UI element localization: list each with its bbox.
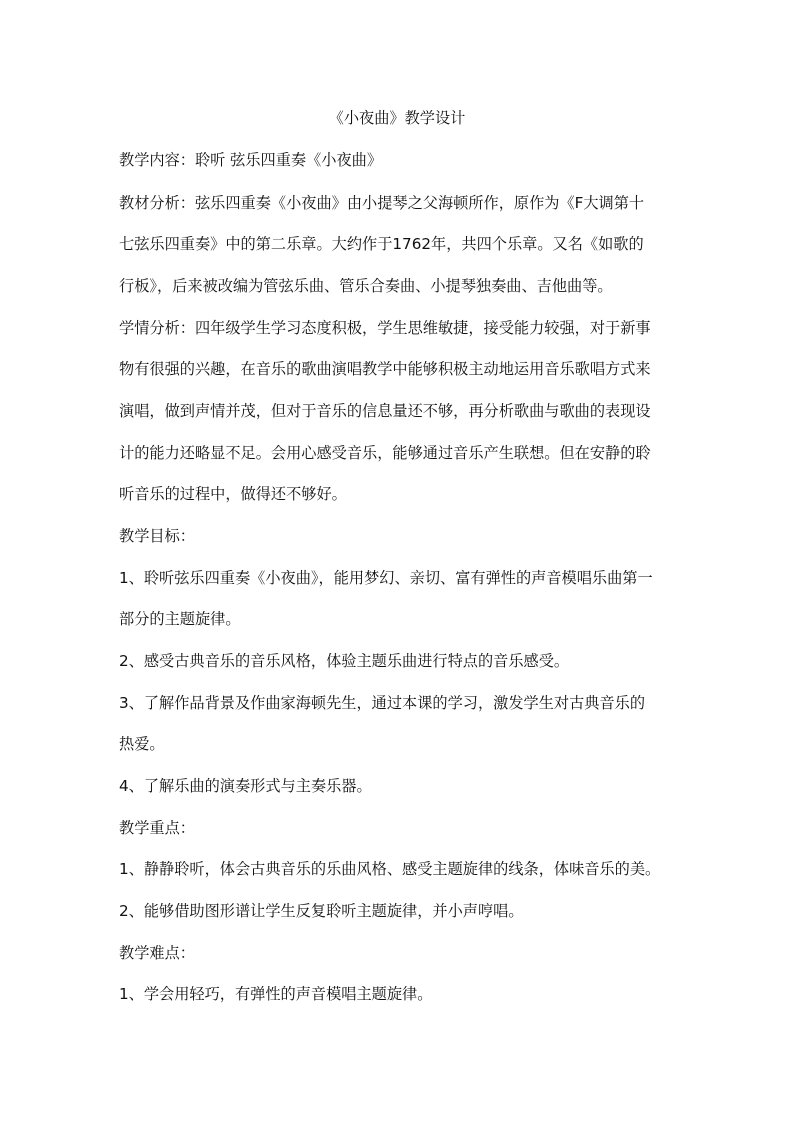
difficulties-heading: 教学难点：	[119, 944, 195, 962]
teaching-content-line: 教学内容：聆听 弦乐四重奏《小夜曲》	[119, 151, 383, 169]
key-point-item-2: 2、能够借助图形谱让学生反复聆听主题旋律，并小声哼唱。	[119, 902, 524, 920]
goal-item-4: 4、了解乐曲的演奏形式与主奏乐器。	[119, 777, 372, 795]
key-points-heading: 教学重点：	[119, 819, 195, 837]
paragraph-line: 行板》，后来被改编为管弦乐曲、管乐合奏曲、小提琴独奏曲、吉他曲等。	[119, 277, 613, 295]
textbook-analysis-line: 教材分析：弦乐四重奏《小夜曲》由小提琴之父海顿所作，原作为《F大调第十	[119, 194, 645, 212]
paragraph-line: 热爱。	[119, 735, 165, 753]
key-point-item-1: 1、静静聆听，体会古典音乐的乐曲风格、感受主题旋律的线条，体味音乐的美。	[119, 860, 661, 878]
goal-item-2: 2、感受古典音乐的音乐风格，体验主题乐曲进行特点的音乐感受。	[119, 652, 570, 670]
paragraph-line: 七弦乐四重奏》中的第二乐章。大约作于1762年，共四个乐章。又名《如歌的	[119, 235, 644, 253]
document-title: 《小夜曲》教学设计	[328, 109, 466, 127]
paragraph-line: 计的能力还略显不足。会用心感受音乐，能够通过音乐产生联想。但在安静的聆	[119, 444, 651, 462]
paragraph-line: 听音乐的过程中，做得还不够好。	[119, 485, 347, 503]
goal-item-3: 3、了解作品背景及作曲家海顿先生，通过本课的学习，激发学生对古典音乐的	[119, 694, 646, 712]
goal-item-1: 1、聆听弦乐四重奏《小夜曲》，能用梦幻、亲切、富有弹性的声音模唱乐曲第一	[119, 569, 653, 587]
paragraph-line: 物有很强的兴趣，在音乐的歌曲演唱教学中能够积极主动地运用音乐歌唱方式来	[119, 360, 651, 378]
teaching-goals-heading: 教学目标：	[119, 527, 195, 545]
student-analysis-line: 学情分析：四年级学生学习态度积极，学生思维敏捷，接受能力较强，对于新事	[119, 319, 651, 337]
difficulty-item-1: 1、学会用轻巧，有弹性的声音模唱主题旋律。	[119, 985, 433, 1003]
paragraph-line: 演唱，做到声情并茂，但对于音乐的信息量还不够，再分析歌曲与歌曲的表现设	[119, 402, 651, 420]
paragraph-line: 部分的主题旋律。	[119, 610, 241, 628]
